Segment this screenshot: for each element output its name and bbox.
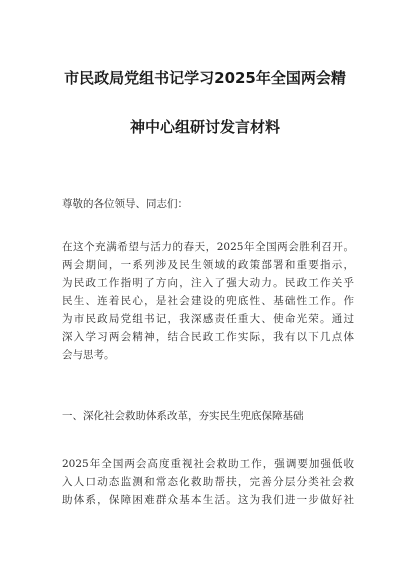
paragraph-line: 会与思考。 xyxy=(62,349,115,361)
paragraph-line: 2025年全国两会高度重视社会救助工作，强调要加强低收 xyxy=(62,458,354,470)
paragraph-line: 民生、连着民心，是社会建设的兜底性、基础性工作。作 xyxy=(62,295,354,307)
section-heading: 一、深化社会救助体系改革，夯实民生兜底保障基础 xyxy=(62,410,304,422)
paragraph-line: 助体系，保障困难群众基本生活。这为我们进一步做好社 xyxy=(62,494,354,506)
paragraph-line: 入人口动态监测和常态化救助帮扶，完善分层分类社会救 xyxy=(62,476,354,488)
paragraph-line: 在这个充满希望与活力的春天，2025年全国两会胜利召开。 xyxy=(62,241,354,253)
section-paragraph xyxy=(62,455,354,509)
document-title-line-2: 神中心组研讨发言材料 xyxy=(129,118,280,136)
salutation: 尊敬的各位领导、同志们： xyxy=(62,198,188,210)
intro-paragraph xyxy=(62,238,354,364)
paragraph-line: 两会期间，一系列涉及民生领域的政策部署和重要指示， xyxy=(62,259,354,271)
paragraph-line: 为市民政局党组书记，我深感责任重大、使命光荣。通过 xyxy=(62,313,354,325)
document-title-line-1: 市民政局党组书记学习2025年全国两会精 xyxy=(64,69,346,87)
paragraph-line: 为民政工作指明了方向，注入了强大动力。民政工作关乎 xyxy=(62,277,354,289)
paragraph-line: 深入学习两会精神，结合民政工作实际，我有以下几点体 xyxy=(62,331,354,343)
